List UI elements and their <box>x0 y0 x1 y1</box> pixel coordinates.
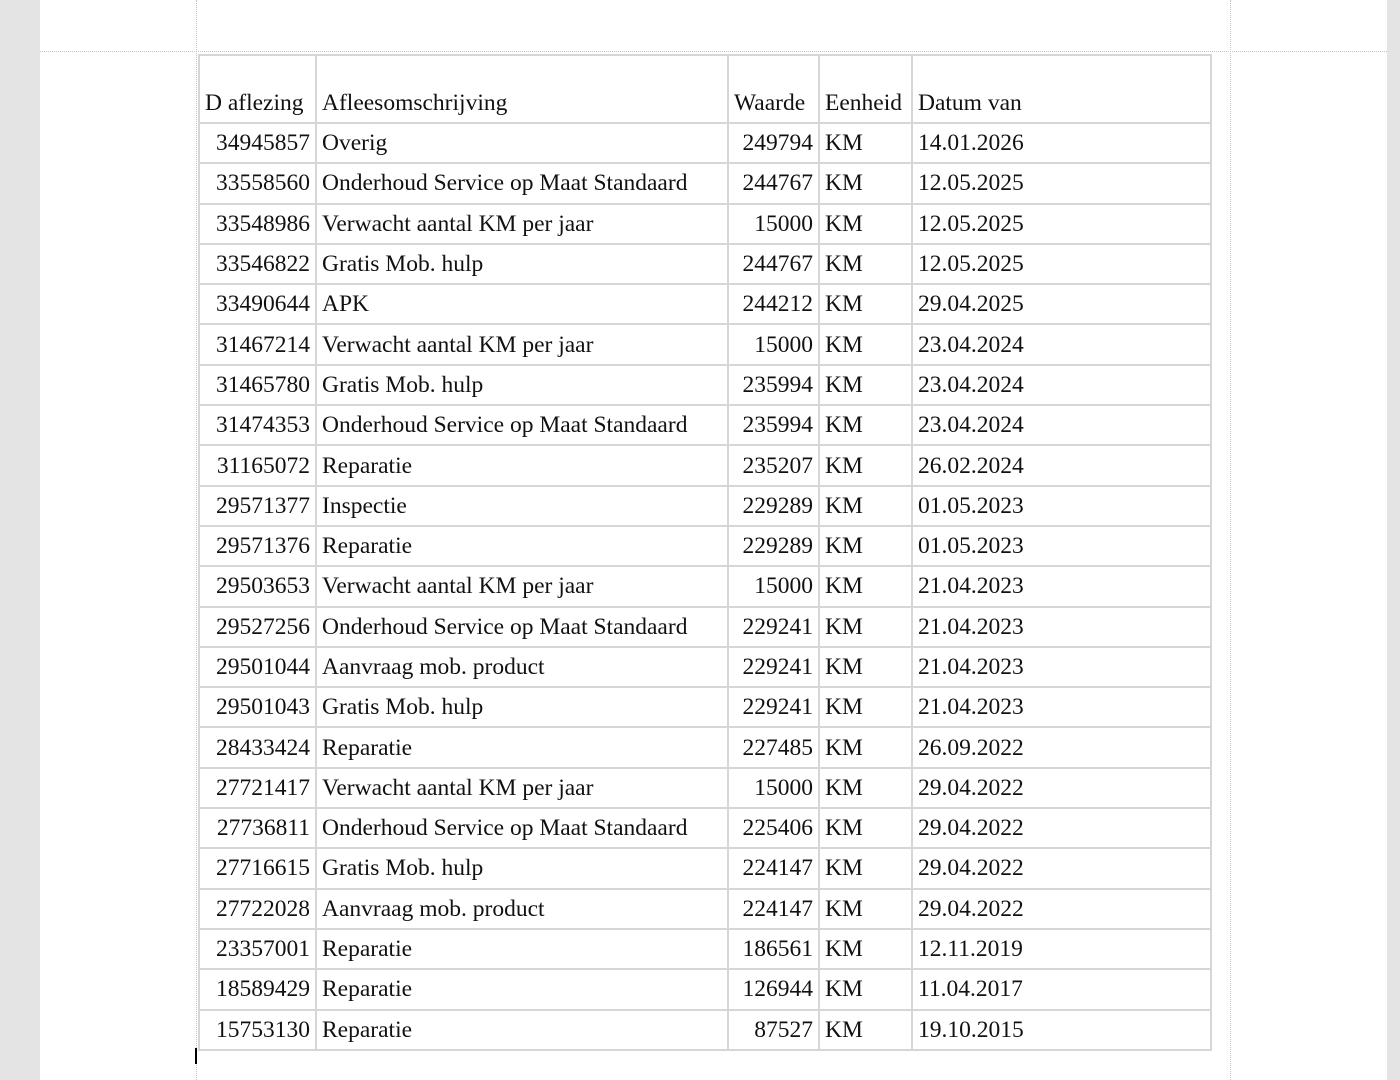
cell-reading-id[interactable]: 31474353 <box>199 405 316 445</box>
cell-date[interactable]: 11.04.2017 <box>912 969 1211 1009</box>
cell-date[interactable]: 12.05.2025 <box>912 244 1211 284</box>
cell-value[interactable]: 227485 <box>728 727 819 767</box>
cell-unit[interactable]: KM <box>819 1010 912 1050</box>
cell-date[interactable]: 29.04.2022 <box>912 848 1211 888</box>
table-header-row <box>199 55 1211 123</box>
cell-description[interactable]: Verwacht aantal KM per jaar <box>316 566 728 606</box>
cell-reading-id[interactable]: 27721417 <box>199 768 316 808</box>
header-description[interactable]: Afleesomschrijving <box>316 55 728 123</box>
cell-reading-id[interactable]: 29501043 <box>199 687 316 727</box>
table-row <box>199 566 1211 606</box>
cell-reading-id[interactable]: 31465780 <box>199 365 316 405</box>
cell-reading-id[interactable]: 29527256 <box>199 607 316 647</box>
table-row <box>199 808 1211 848</box>
cell-unit[interactable]: KM <box>819 848 912 888</box>
cell-value[interactable]: 229241 <box>728 647 819 687</box>
cell-description[interactable]: Onderhoud Service op Maat Standaard <box>316 607 728 647</box>
cell-unit[interactable]: KM <box>819 727 912 767</box>
cell-unit[interactable]: KM <box>819 284 912 324</box>
table-row <box>199 123 1211 163</box>
cell-value[interactable]: 15000 <box>728 204 819 244</box>
cell-reading-id[interactable]: 27716615 <box>199 848 316 888</box>
cell-reading-id[interactable]: 33558560 <box>199 163 316 203</box>
cell-date[interactable]: 12.11.2019 <box>912 929 1211 969</box>
table-row <box>199 848 1211 888</box>
cell-reading-id[interactable]: 29503653 <box>199 566 316 606</box>
cell-date[interactable]: 26.09.2022 <box>912 727 1211 767</box>
cell-reading-id[interactable]: 15753130 <box>199 1010 316 1050</box>
cell-reading-id[interactable]: 33490644 <box>199 284 316 324</box>
cell-reading-id[interactable]: 29571377 <box>199 486 316 526</box>
cell-description[interactable]: Overig <box>316 123 728 163</box>
cell-unit[interactable]: KM <box>819 204 912 244</box>
cell-reading-id[interactable]: 29571376 <box>199 526 316 566</box>
cell-date[interactable]: 29.04.2022 <box>912 768 1211 808</box>
table-row <box>199 405 1211 445</box>
cell-date[interactable]: 19.10.2015 <box>912 1010 1211 1050</box>
cell-unit[interactable]: KM <box>819 163 912 203</box>
cell-description[interactable]: Verwacht aantal KM per jaar <box>316 768 728 808</box>
table-row <box>199 284 1211 324</box>
cell-value[interactable]: 225406 <box>728 808 819 848</box>
table-row <box>199 204 1211 244</box>
header-value[interactable]: Waarde <box>728 55 819 123</box>
cell-reading-id[interactable]: 34945857 <box>199 123 316 163</box>
table-row <box>199 486 1211 526</box>
cell-description[interactable]: Gratis Mob. hulp <box>316 244 728 284</box>
cell-date[interactable]: 21.04.2023 <box>912 647 1211 687</box>
cell-value[interactable]: 235994 <box>728 365 819 405</box>
page-margin-guide-left <box>196 0 197 1080</box>
cell-description[interactable]: Inspectie <box>316 486 728 526</box>
cell-value[interactable]: 87527 <box>728 1010 819 1050</box>
cell-description[interactable]: Onderhoud Service op Maat Standaard <box>316 163 728 203</box>
cell-unit[interactable]: KM <box>819 808 912 848</box>
cell-reading-id[interactable]: 31467214 <box>199 324 316 364</box>
cell-reading-id[interactable]: 23357001 <box>199 929 316 969</box>
cell-reading-id[interactable]: 33546822 <box>199 244 316 284</box>
cell-unit[interactable]: KM <box>819 324 912 364</box>
table-row <box>199 607 1211 647</box>
cell-unit[interactable]: KM <box>819 647 912 687</box>
cell-unit[interactable]: KM <box>819 969 912 1009</box>
table-row <box>199 324 1211 364</box>
page-margin-guide-right <box>1230 0 1231 1080</box>
cell-description[interactable]: Verwacht aantal KM per jaar <box>316 324 728 364</box>
cell-unit[interactable]: KM <box>819 405 912 445</box>
cell-description[interactable]: Onderhoud Service op Maat Standaard <box>316 405 728 445</box>
cell-date[interactable]: 21.04.2023 <box>912 687 1211 727</box>
cell-description[interactable]: Gratis Mob. hulp <box>316 848 728 888</box>
cell-date[interactable]: 12.05.2025 <box>912 163 1211 203</box>
cell-value[interactable]: 15000 <box>728 768 819 808</box>
cell-date[interactable]: 12.05.2025 <box>912 204 1211 244</box>
cell-description[interactable]: APK <box>316 284 728 324</box>
header-unit[interactable]: Eenheid <box>819 55 912 123</box>
cell-date[interactable]: 14.01.2026 <box>912 123 1211 163</box>
table-row <box>199 969 1211 1009</box>
cell-unit[interactable]: KM <box>819 123 912 163</box>
cell-reading-id[interactable]: 27722028 <box>199 889 316 929</box>
table-row <box>199 768 1211 808</box>
table-row <box>199 163 1211 203</box>
table-row <box>199 647 1211 687</box>
cell-unit[interactable]: KM <box>819 929 912 969</box>
page-margin-guide-top <box>40 51 1387 52</box>
table-row <box>199 526 1211 566</box>
header-date[interactable]: Datum van <box>912 55 1211 123</box>
cell-description[interactable]: Aanvraag mob. product <box>316 889 728 929</box>
cell-description[interactable]: Reparatie <box>316 1010 728 1050</box>
table-row <box>199 1010 1211 1050</box>
cell-unit[interactable]: KM <box>819 607 912 647</box>
readings-table <box>198 54 1212 1051</box>
cell-reading-id[interactable]: 29501044 <box>199 647 316 687</box>
cell-value[interactable]: 229241 <box>728 607 819 647</box>
cell-value[interactable]: 229289 <box>728 486 819 526</box>
text-cursor <box>195 1048 197 1064</box>
cell-description[interactable]: Aanvraag mob. product <box>316 647 728 687</box>
table-row <box>199 889 1211 929</box>
cell-value[interactable]: 229289 <box>728 526 819 566</box>
cell-value[interactable]: 224147 <box>728 889 819 929</box>
cell-description[interactable]: Verwacht aantal KM per jaar <box>316 204 728 244</box>
cell-date[interactable]: 21.04.2023 <box>912 607 1211 647</box>
table-row <box>199 244 1211 284</box>
cell-reading-id[interactable]: 18589429 <box>199 969 316 1009</box>
header-reading-id[interactable]: D aflezing <box>199 55 316 123</box>
cell-value[interactable]: 15000 <box>728 566 819 606</box>
cell-unit[interactable]: KM <box>819 486 912 526</box>
cell-reading-id[interactable]: 33548986 <box>199 204 316 244</box>
cell-unit[interactable]: KM <box>819 445 912 485</box>
cell-date[interactable]: 01.05.2023 <box>912 526 1211 566</box>
cell-value[interactable]: 244767 <box>728 163 819 203</box>
cell-value[interactable]: 235207 <box>728 445 819 485</box>
vertical-scrollbar[interactable] <box>1387 0 1400 1080</box>
cell-date[interactable]: 23.04.2024 <box>912 405 1211 445</box>
table-row <box>199 727 1211 767</box>
cell-unit[interactable]: KM <box>819 244 912 284</box>
table-row <box>199 445 1211 485</box>
cell-date[interactable]: 21.04.2023 <box>912 566 1211 606</box>
cell-value[interactable]: 229241 <box>728 687 819 727</box>
cell-description[interactable]: Reparatie <box>316 929 728 969</box>
table-row <box>199 687 1211 727</box>
cell-description[interactable]: Reparatie <box>316 727 728 767</box>
cell-description[interactable]: Onderhoud Service op Maat Standaard <box>316 808 728 848</box>
cell-unit[interactable]: KM <box>819 889 912 929</box>
cell-unit[interactable]: KM <box>819 687 912 727</box>
cell-date[interactable]: 23.04.2024 <box>912 324 1211 364</box>
cell-value[interactable]: 126944 <box>728 969 819 1009</box>
cell-description[interactable]: Reparatie <box>316 445 728 485</box>
cell-date[interactable]: 26.02.2024 <box>912 445 1211 485</box>
cell-description[interactable]: Reparatie <box>316 969 728 1009</box>
cell-date[interactable]: 29.04.2025 <box>912 284 1211 324</box>
table-row <box>199 929 1211 969</box>
cell-date[interactable]: 23.04.2024 <box>912 365 1211 405</box>
cell-value[interactable]: 15000 <box>728 324 819 364</box>
cell-value[interactable]: 224147 <box>728 848 819 888</box>
cell-description[interactable]: Gratis Mob. hulp <box>316 365 728 405</box>
cell-date[interactable]: 29.04.2022 <box>912 889 1211 929</box>
cell-unit[interactable]: KM <box>819 365 912 405</box>
cell-unit[interactable]: KM <box>819 526 912 566</box>
cell-description[interactable]: Gratis Mob. hulp <box>316 687 728 727</box>
cell-description[interactable]: Reparatie <box>316 526 728 566</box>
cell-value[interactable]: 244767 <box>728 244 819 284</box>
cell-value[interactable]: 249794 <box>728 123 819 163</box>
cell-value[interactable]: 235994 <box>728 405 819 445</box>
cell-value[interactable]: 244212 <box>728 284 819 324</box>
table-row <box>199 365 1211 405</box>
cell-date[interactable]: 01.05.2023 <box>912 486 1211 526</box>
cell-date[interactable]: 29.04.2022 <box>912 808 1211 848</box>
cell-reading-id[interactable]: 31165072 <box>199 445 316 485</box>
cell-unit[interactable]: KM <box>819 566 912 606</box>
cell-reading-id[interactable]: 27736811 <box>199 808 316 848</box>
cell-reading-id[interactable]: 28433424 <box>199 727 316 767</box>
cell-value[interactable]: 186561 <box>728 929 819 969</box>
cell-unit[interactable]: KM <box>819 768 912 808</box>
